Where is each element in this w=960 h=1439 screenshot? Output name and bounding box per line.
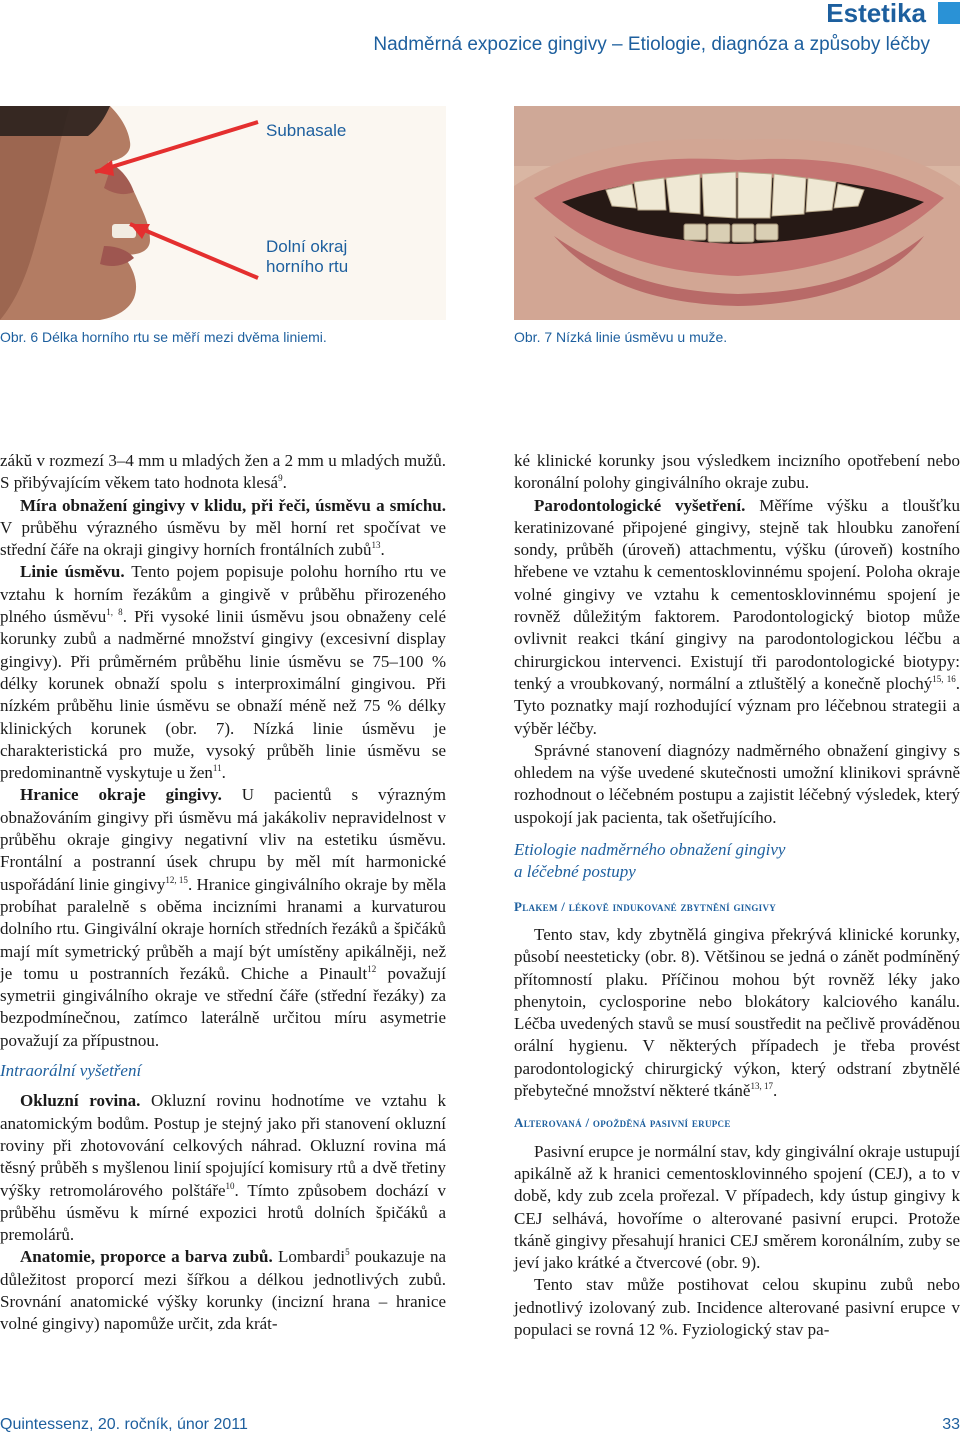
paragraph: Linie úsměvu. Tento pojem popisuje polohu horního rtu ve vztahu k horním řezákům a gingivě v průběhu přirozeného plného úsměvu$^{1, 8}$. Při vysoké linii úsměvu jsou obnaženy celé korunky zubů a nadměrné množství gingivy (excesivní display gingivy). Při průměrném průběhu linie úsměvu se 75–100 % délky korunek obnaží spolu s interproximální gingivou. Při nízkém průběhu linie úsměvu se obnaží méně než 75 % délky klinických korunek (obr. 7). Nízká linie úsměvu je charakteristická pro muže, vysoký průběh linie úsměvu se predominantně vyskytuje u žen$^{11}$. (0, 562, 446, 783)
paragraph: Parodontologické vyšetření. Měříme výšku a tloušťku keratinizované připojené gingivy, stejně tak hloubku zanoření sondy, průběh (úroveň) attachmentu, výšku (úroveň) kostního hřebene ve vztahu k cementosklovinnému spojení. Poloha okraje volné gingivy ve vztahu k cementosklovinnému spojení je rovněž důležitým faktorem. Parodontologický biotop může ovlivnit reakci tkání gingivy na parodontologickou léčbu a chirurgickou intervenci. Existují tři parodontologické biotypy: tenký a vroubkovaný, normální a ztluštělý a konečně plochý$^{15, 16}$. Tyto poznatky mají rozhodující význam pro léčebnou strategii a výběr léčby. (514, 495, 960, 738)
label-lower-lip-line-1: Dolní okraj (266, 237, 348, 256)
paragraph: Anatomie, proporce a barva zubů. Lombardi$^5$ poukazuje na důležitost proporcí mezi šířkou a délkou jednotlivých zubů. Srovnání anatomické výšky korunky (incizní hrana – hranice volné gingivy) napomůže určit, zda krát- (0, 1247, 447, 1334)
paragraph-heading: Linie úsměvu. (20, 562, 125, 582)
figure-7-photo (514, 106, 960, 320)
subheading-plaque: Plakem / lékově indukované zbytnění gingivy (514, 898, 777, 914)
figure-6-photo (0, 106, 446, 320)
subheading-passive-eruption: Alterovaná / opožděná pasivní erupce (514, 1115, 731, 1131)
figure-6-caption: Obr. 6 Délka horního rtu se měří mezi dvěma liniemi. (0, 329, 327, 345)
paragraph: Tento stav může postihovat celou skupinu zubů nebo jednotlivý izolovaný zub. Incidence alterované pasivní erupce v populaci se rovná 12 %. Fyziologický stav pa- (514, 1275, 960, 1339)
paragraph: zákŭ v rozmezí 3–4 mm u mladých žen a 2 mm u mladých mužů. S přibývajícím věkem tato hodnota klesá$^9$. (0, 451, 446, 493)
figure-7-caption: Obr. 7 Nízká linie úsměvu u muže. (514, 329, 728, 345)
section-heading-etiology-1: Etiologie nadměrného obnažení gingivy (514, 840, 786, 860)
paragraph-heading: Hranice okraje gingivy. (20, 785, 222, 805)
paragraph-heading: Míra obnažení gingivy v klidu, při řeči, úsměvu a smíchu. (20, 495, 446, 515)
paragraph: Pasivní erupce je normální stav, kdy gingivální okraje ustupují apikálně až k hranici cementosklovinného spojení (CEJ), a to v době, kdy zub zcela prořezal. V případech, kdy ústup gingivy k CEJ selhává, hovoříme o alterované pasivní erupci. Protože tkáně gingivy přesahují hranici CEJ směrem koronálním, zuby se jeví jako krátké a čtvercové (obr. 9). (514, 1141, 960, 1273)
left-column (0, 450, 446, 1336)
running-head: Nadměrná expozice gingivy – Etiologie, diagnóza a způsoby léčby (373, 34, 930, 55)
paragraph: Správné stanovení diagnózy nadměrného obnažení gingivy s ohledem na výše uvedené skutečnosti umožní klinikovi správně rozhodnout o léčebném postupu a zajistit léčebný výsledek, který uspokojí jak pacienta, tak ošetřujícího. (514, 740, 960, 827)
journal-footer: Quintessenz, 20. ročník, únor 2011 (0, 1416, 248, 1433)
label-subnasale: Subnasale (266, 121, 347, 140)
paragraph: Hranice okraje gingivy. U pacientů s výrazným obnažováním gingivy při úsměvu má jakákoliv nepravidelnost v průběhu okraje gingivy negativní vliv na estetiku úsměvu. Frontální a postranní úsek chrupu by měl mít harmonické uspořádání linie gingivy$^{12, 15}$. Hranice gingiválního okraje by měla probíhat paralelně s oběma incizními hranami a kurvaturou dolního rtu. Gingivální okraje horních středních řezáků a špičáků mají mít symetrický průběh a mají být umístěny apikálněji, než je tomu u postranních řezáků. Chiche a Pinault$^{12}$ považují symetrii gingiválního okraje ve střední čáře (střední řezáky) za bezpodmínečnou, zatímco laterálně určitou míru asymetrie považují za přípustnou. (0, 785, 446, 1050)
paragraph-heading: Okluzní rovina. (20, 1091, 141, 1111)
section-heading-etiology-2: a léčebné postupy (514, 862, 636, 882)
paragraph: ké klinické korunky jsou výsledkem incizního opotřebení nebo koronální polohy gingiválního okraje zubu. (514, 451, 960, 493)
section-marker (938, 2, 960, 24)
right-column (514, 450, 960, 1341)
paragraph: Tento stav, kdy zbytnělá gingiva překrývá klinické korunky, působí neesteticky (obr. 8). Většinou se jedná o zánět podmíněný přítomností plaku. Příčinou mohou být rovněž léky jako phenytoin, cyclosporine nebo blokátory kalciového kanálu. Léčba uvedených stavů se musí soustředit na pečlivě prováděnou orální hygienu. V některých případech je třeba provést parodontologický chirurgický výkon, který odstraní zbytnělé přebytečné množství některé tkáně$^{13, 17}$. (514, 924, 960, 1101)
section-title: Estetika (826, 0, 926, 28)
paragraph-heading: Parodontologické vyšetření. (534, 495, 746, 515)
page-number: 33 (942, 1416, 960, 1433)
paragraph: Míra obnažení gingivy v klidu, při řeči, úsměvu a smíchu. V průběhu výrazného úsměvu by měl horní ret spočívat ve střední čáře na okraji gingivy horních frontálních zubů$^{13}$. (0, 495, 446, 560)
label-lower-lip-line-2: horního rtu (266, 257, 349, 276)
paragraph-heading: Anatomie, proporce a barva zubů. (20, 1247, 273, 1267)
section-heading-intraoral: Intraorální vyšetření (0, 1061, 142, 1081)
paragraph: Okluzní rovina. Okluzní rovinu hodnotíme ve vztahu k anatomickým bodům. Postup je stejný jako při stanovení okluzní roviny při zhotovování celkových náhrad. Okluzní rovina má těsný průběh s myšlenou linií spojující komisury rtů a dvě třetiny výšky retromolárového polštáře$^{10}$. Tímto způsobem dochází v průběhu úsměvu k mírné expozici hrotů dolních špičáků a premolárů. (0, 1091, 446, 1245)
